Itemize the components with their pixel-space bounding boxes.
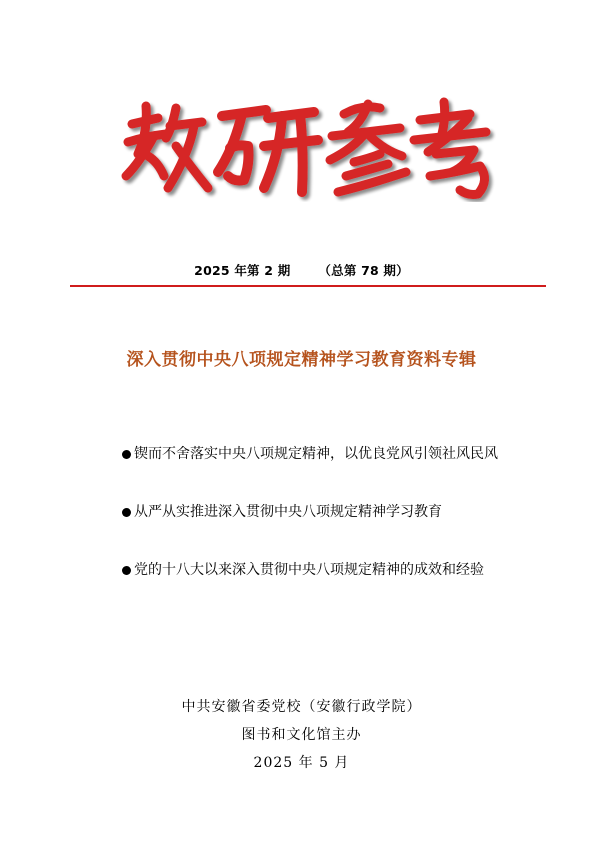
topic-text: 锲而不舍落实中央八项规定精神，以优良党风引领社风民风 [134, 446, 498, 462]
bullet-icon [122, 566, 131, 575]
topic-text: 党的十八大以来深入贯彻中央八项规定精神的成效和经验 [134, 562, 484, 578]
special-issue-title: 深入贯彻中央八项规定精神学习教育资料专辑 [126, 350, 477, 370]
topic-list [122, 444, 542, 618]
publisher-footer [0, 693, 603, 777]
issue-line [0, 261, 603, 279]
topic-text: 从严从实推进深入贯彻中央八项规定精神学习教育 [134, 504, 442, 520]
publication-date: 2025 年 5 月 [253, 755, 350, 771]
list-item [122, 444, 542, 502]
list-item [122, 502, 542, 560]
header-divider [70, 285, 546, 287]
issue-total-number: （总第 78 期） [318, 263, 409, 278]
masthead-logo [118, 92, 498, 202]
organizer-line-1: 中共安徽省委党校（安徽行政学院） [181, 699, 422, 715]
bullet-icon [122, 508, 131, 517]
issue-number: 2025 年第 2 期 [194, 263, 291, 278]
organizer-line-2: 图书和文化馆主办 [241, 727, 362, 743]
bullet-icon [122, 450, 131, 459]
masthead-calligraphy-title [118, 92, 498, 202]
list-item [122, 560, 542, 618]
